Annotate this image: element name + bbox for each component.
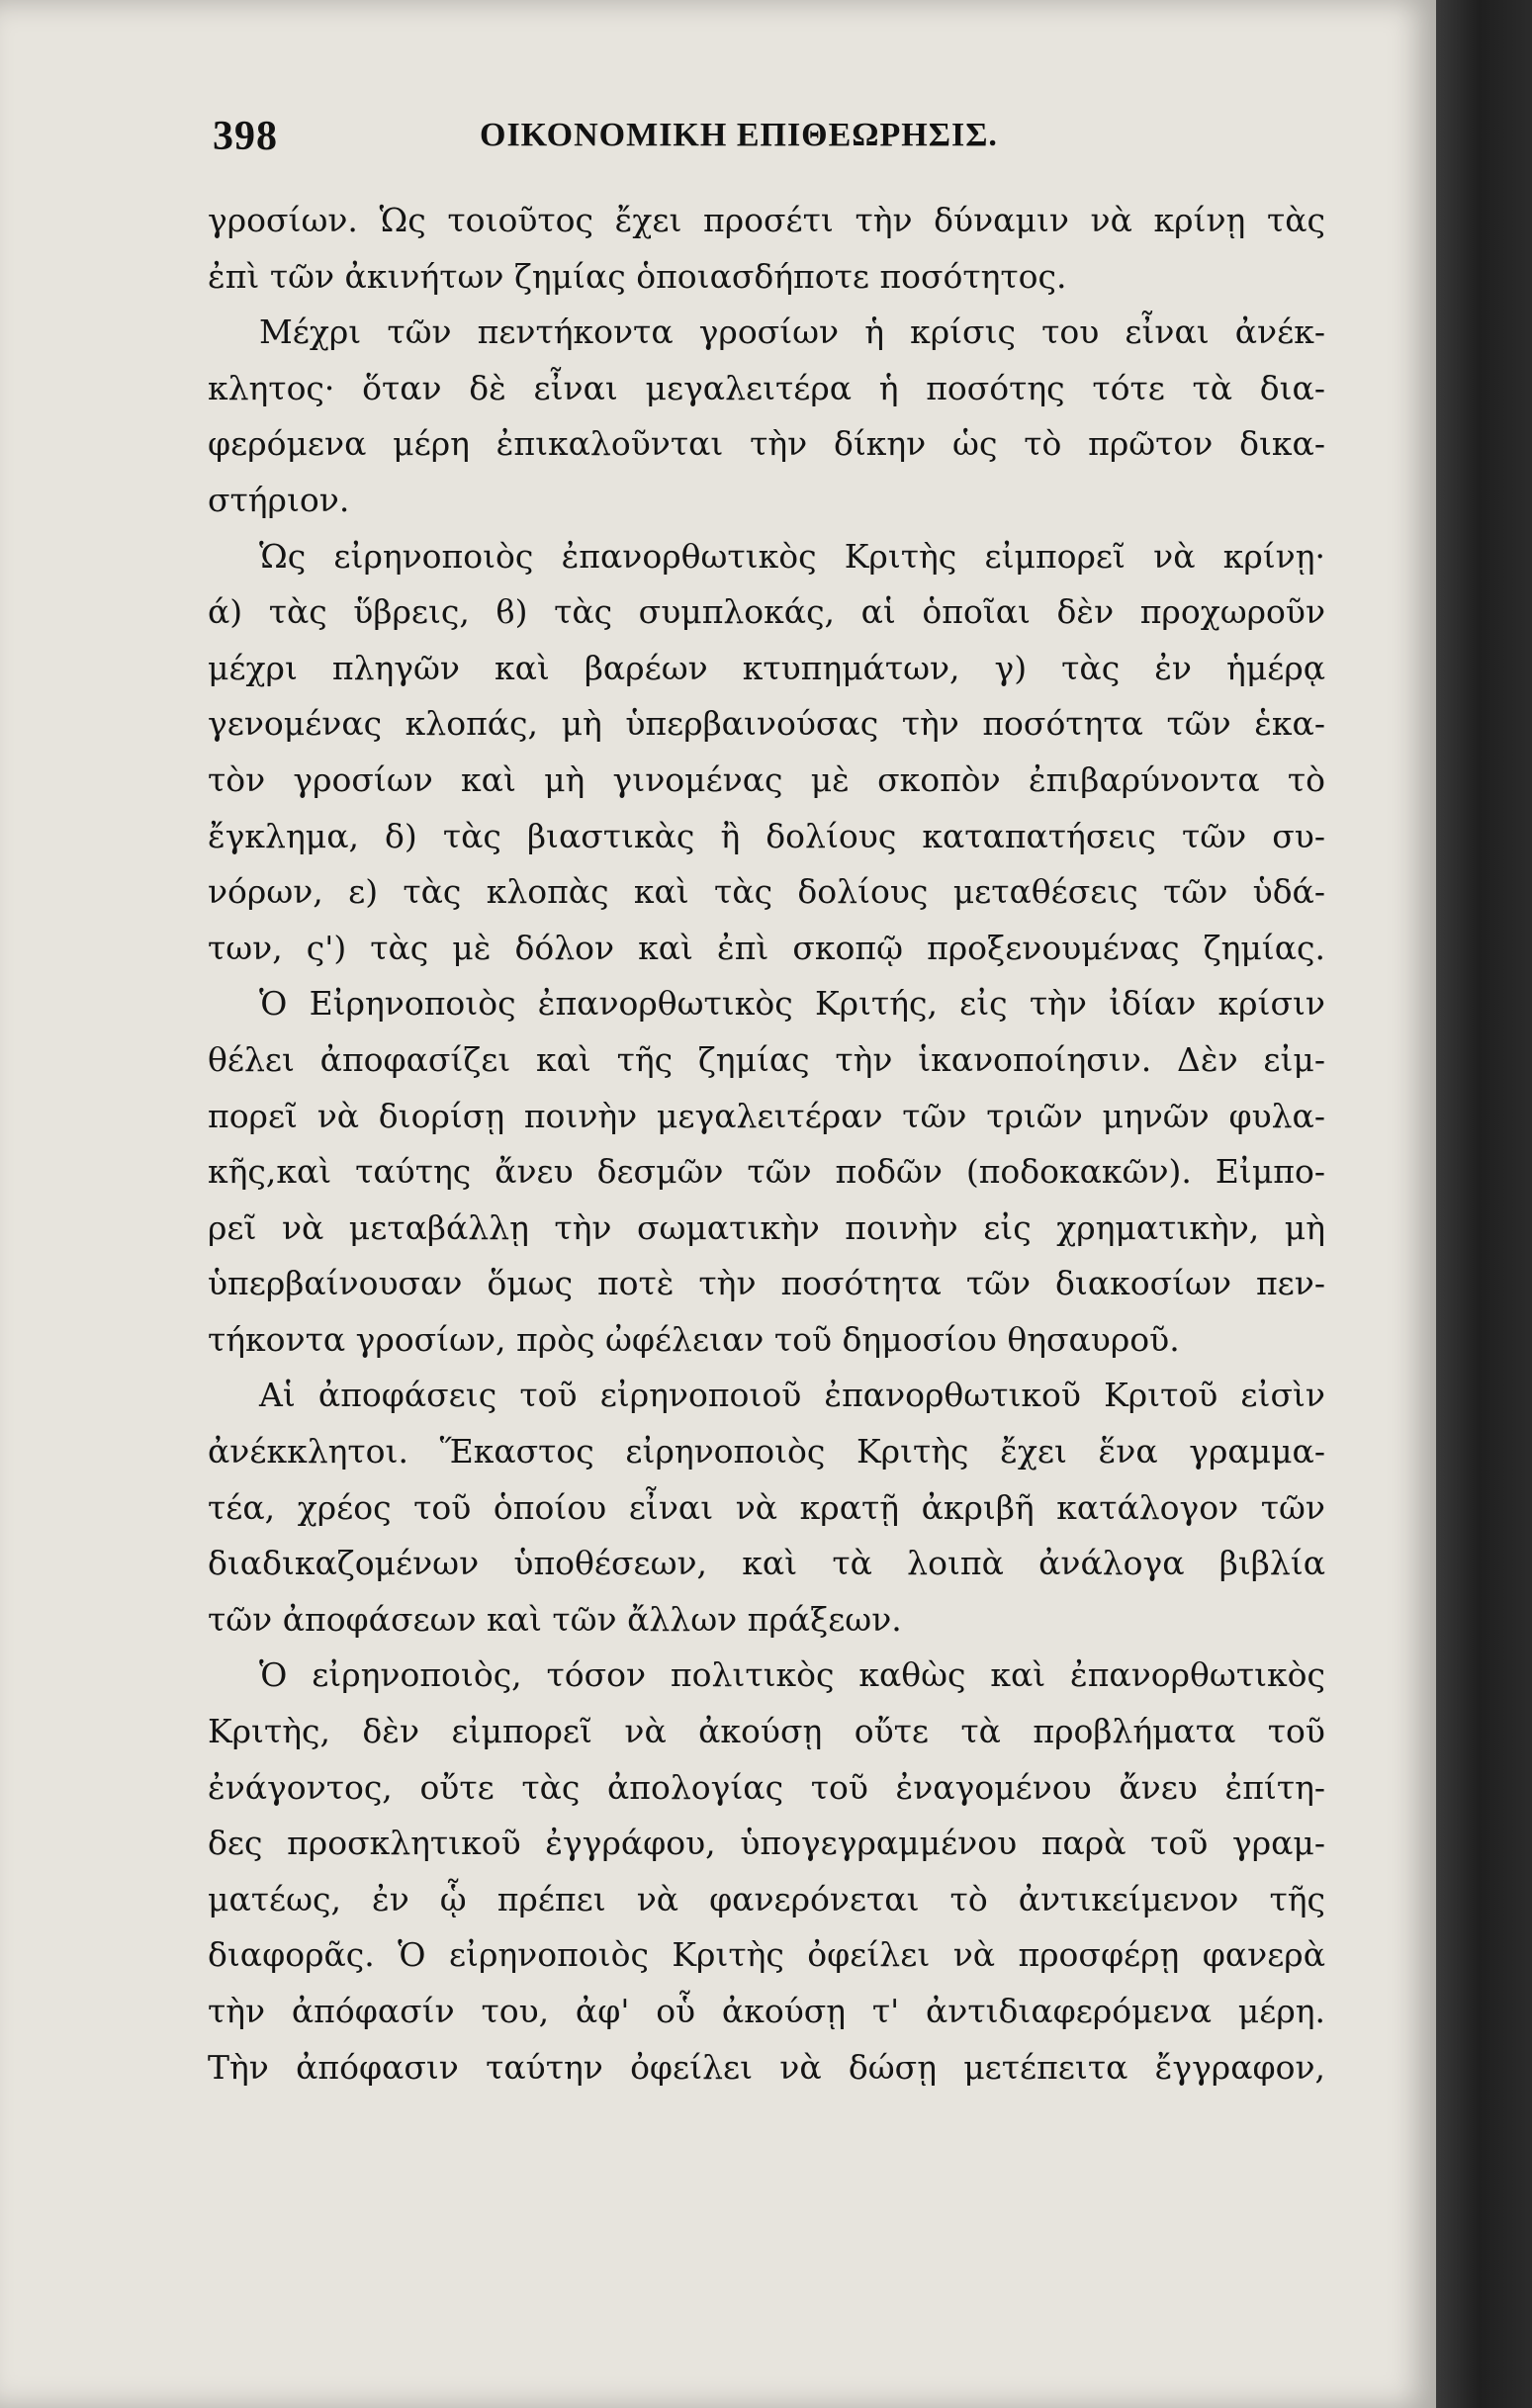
text-line: δες προσκλητικοῦ ἐγγράφου, ὑπογεγραμμένου παρὰ τοῦ γραμ- [208,1824,1325,1863]
text-line: Ὡς εἰρηνοποιὸς ἐπανορθωτικὸς Κριτὴς εἰμπορεῖ νὰ κρίνῃ· [259,536,1325,576]
text-line: θέλει ἀποφασίζει καὶ τῆς ζημίας τὴν ἱκανοποίησιν. Δὲν εἰμ- [208,1039,1325,1079]
text-line: ὑπερβαίνουσαν ὅμως ποτὲ τὴν ποσότητα τῶν διακοσίων πεν- [208,1264,1325,1303]
text-line: Ὁ Εἰρηνοποιὸς ἐπανορθωτικὸς Κριτής, εἰς τὴν ἰδίαν κρίσιν [259,984,1325,1024]
text-line: κῆς,καὶ ταύτης ἄνευ δεσμῶν τῶν ποδῶν (ποδοκακῶν). Εἰμπο- [208,1152,1325,1192]
body-text [208,193,1325,2096]
text-line: Τὴν ἀπόφασιν ταύτην ὀφείλει νὰ δώσῃ μετέπειτα ἔγγραφον, [208,2047,1325,2087]
text-line: Μέχρι τῶν πεντήκοντα γροσίων ἡ κρίσις του εἶναι ἀνέκ- [259,312,1325,352]
text-line: τὴν ἀπόφασίν του, ἀφ' οὗ ἀκούσῃ τ' ἀντιδιαφερόμενα μέρη. [208,1992,1325,2030]
text-line: Κριτὴς, δὲν εἰμπορεῖ νὰ ἀκούσῃ οὔτε τὰ προβλήματα τοῦ [208,1712,1325,1751]
text-line: ρεῖ νὰ μεταβάλλῃ τὴν σωματικὴν ποινὴν εἰς χρηματικὴν, μὴ [208,1207,1325,1247]
text-line: μέχρι πληγῶν καὶ βαρέων κτυπημάτων, γ) τὰς ἐν ἡμέρᾳ [208,648,1325,687]
text-line: φερόμενα μέρη ἐπικαλοῦνται τὴν δίκην ὡς τὸ πρῶτον δικα- [208,424,1325,464]
text-line: τῶν ἀποφάσεων καὶ τῶν ἄλλων πράξεων. [208,1599,902,1639]
text-line: των, ς') τὰς μὲ δόλον καὶ ἐπὶ σκοπῷ προξενουμένας ζημίας. [208,928,1325,967]
running-title: ΟΙΚΟΝΟΜΙΚΗ ΕΠΙΘΕΩΡΗΣΙΣ. [480,117,998,153]
text-line: διαδικαζομένων ὑποθέσεων, καὶ τὰ λοιπὰ ἀνάλογα βιβλία [208,1544,1325,1583]
text-line: διαφορᾶς. Ὁ εἰρηνοποιὸς Κριτὴς ὀφείλει νὰ προσφέρῃ φανερὰ [208,1935,1325,1975]
text-line: γροσίων. Ὡς τοιοῦτος ἔχει προσέτι τὴν δύναμιν νὰ κρίνῃ τὰς [208,201,1325,239]
text-line: ά) τὰς ὕβρεις, ϐ) τὰς συμπλοκάς, αἱ ὁποῖαι δὲν προχωροῦν [208,592,1325,632]
text-line: νόρων, ε) τὰς κλοπὰς καὶ τὰς δολίους μεταθέσεις τῶν ὑδά- [208,872,1325,912]
text-line: γενομένας κλοπάς, μὴ ὑπερβαινούσας τὴν ποσότητα τῶν ἑκα- [208,704,1325,744]
text-line: ἔγκλημα, δ) τὰς βιαστικὰς ἢ δολίους καταπατήσεις τῶν συ- [208,816,1325,855]
text-line: πορεῖ νὰ διορίσῃ ποινὴν μεγαλειτέραν τῶν τριῶν μηνῶν φυλα- [208,1096,1325,1135]
book-spine-shadow [1436,0,1532,2408]
text-line: ἐνάγοντος, οὔτε τὰς ἀπολογίας τοῦ ἐναγομένου ἄνευ ἐπίτη- [208,1767,1325,1807]
page-number: 398 [213,114,278,159]
page-header [213,107,1340,166]
text-line: ἀνέκκλητοι. Ἕκαστος εἰρηνοποιὸς Κριτὴς ἔχει ἕνα γραμμα- [208,1432,1325,1472]
text-line: τήκοντα γροσίων, πρὸς ὠφέλειαν τοῦ δημοσίου θησαυροῦ. [208,1319,1180,1359]
text-line: τέα, χρέος τοῦ ὁποίου εἶναι νὰ κρατῇ ἀκριβῆ κατάλογον τῶν [208,1487,1325,1527]
text-line: τὸν γροσίων καὶ μὴ γινομένας μὲ σκοπὸν ἐπιβαρύνοντα τὸ [208,759,1325,799]
text-line: στήριον. [208,480,350,519]
text-line: κλητος· ὅταν δὲ εἶναι μεγαλειτέρα ἡ ποσότης τότε τὰ δια- [208,368,1325,407]
text-line: ἐπὶ τῶν ἀκινήτων ζημίας ὁποιασδήποτε ποσότητος. [208,256,1067,296]
text-line: ματέως, ἐν ᾧ πρέπει νὰ φανερόνεται τὸ ἀντικείμενον τῆς [208,1879,1325,1918]
text-line: Αἱ ἀποφάσεις τοῦ εἰρηνοποιοῦ ἐπανορθωτικοῦ Κριτοῦ εἰσὶν [259,1376,1325,1415]
text-line: Ὁ εἰρηνοποιὸς, τόσον πολιτικὸς καθὼς καὶ ἐπανορθωτικὸς [259,1655,1325,1695]
